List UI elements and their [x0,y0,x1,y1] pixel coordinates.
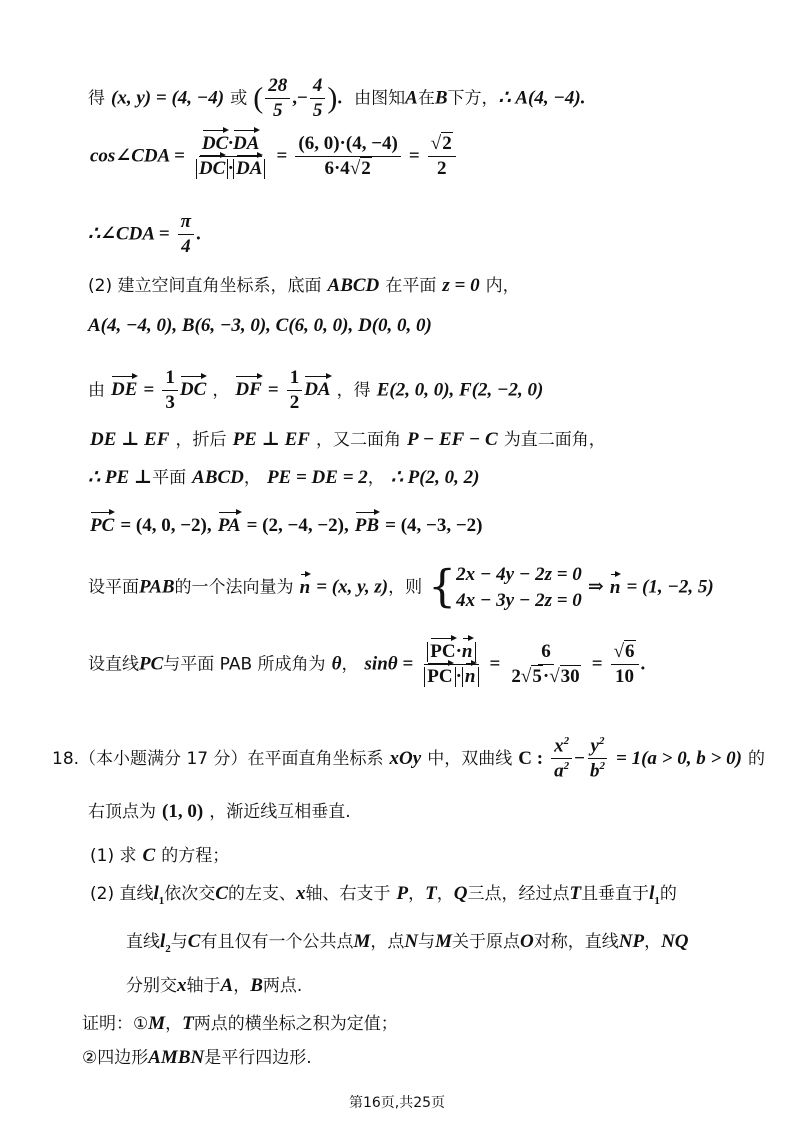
problem-18-part-2-cont: 直线$l_2$与C有且仅有一个公共点M，点N与M关于原点O对称，直线NP，NQ [126,931,689,955]
vector-dc: DC [179,379,207,401]
fraction: $\frac{y^2}{b^2}$ [587,736,608,782]
problem-18-statement: 18.（本小题满分 17 分）在平面直角坐标系 xOy 中，双曲线 C : $\frac{x^2}{a^2}$ − $\frac{y^2}{b^2}$ = 1(a > 0, b > 0) 的 [52,735,765,782]
fraction: $\frac{√2}{2}$ [428,134,456,179]
solution-line-1: 得 (x, y) = (4, −4) 或 ( $\frac{28}{5}$ ,− $\frac{4}{5}$ ). 由图知A在B下方，∴ A(4, −4). [88,75,586,121]
left-brace: { [428,561,457,613]
vector-pb: PB [354,515,380,536]
equation-system: 2x − 4y − 2z = 0 4x − 3y − 2z = 0 [456,564,582,611]
problem-18-part-2-cont2: 分别交x轴于A，B两点. [126,975,303,996]
fraction: $\frac{(6, 0)\cdot(4, -4)}{6\cdot 4√2}$ [295,134,400,179]
vector-da: DA [233,133,260,154]
fraction: $\frac{6}{2√5\cdot√30}$ [511,641,580,687]
fraction: $\frac{1}{3}$ [162,368,178,413]
fraction: $\frac{\pi}{4}$ [178,212,194,257]
fraction: $\frac{√6}{10}$ [611,642,639,687]
problem-18-line-2: 右顶点为 (1, 0) ，渐近线互相垂直. [88,801,351,822]
solution-line-6: 由 DE = $\frac{1}{3}$ DC ， DF = $\frac{1}{2}$ DA ，得 E(2, 0, 0), F(2, −2, 0) [88,367,544,413]
vector-de: DE [111,379,138,401]
sine-fraction: $\frac{PC\cdot n}{PC \cdot n}$ [421,642,481,687]
vector-df: DF [235,379,262,401]
solution-line-2: cos∠CDA = $\frac{DC\cdot DA}{DC \cdot DA}$ = $\frac{(6, 0)\cdot(4, -4)}{6\cdot 4√2}$ = $\frac{√2}{2}$ [90,134,458,179]
solution-line-8: ∴ PE ⊥平面 ABCD， PE = DE = 2， ∴ P(2, 0, 2) [88,467,480,488]
fraction: $\frac{4}{5}$ [310,76,326,121]
solution-line-11: 设直线PC与平面 PAB 所成角为 θ， sinθ = $\frac{PC\cdot n}{PC \cdot n}$ = $\frac{6}{2√5\cdot√30}$ = $\frac{√6}{10}$ . [88,641,646,687]
page-number-footer: 第16页,共25页 [348,1095,446,1111]
vector-da: DA [304,379,331,401]
solution-line-10: 设平面PAB的一个法向量为 n = (x, y, z)，则 { 2x − 4y − 2z = 0 4x − 3y − 2z = 0 ⇒ n = (1, −2, 5) [88,561,714,613]
problem-18-part-1: (1) 求 C 的方程； [90,845,230,866]
solution-line-3: ∴∠CDA = $\frac{\pi}{4}$ . [88,211,201,257]
proof-item-1: 证明：①M，T两点的横坐标之积为定值； [82,1013,398,1034]
fraction: $\frac{28}{5}$ [265,76,290,121]
fraction: $\frac{1}{2}$ [287,368,303,413]
solution-line-7: DE ⊥ EF ，折后 PE ⊥ EF ，又二面角 P − EF − C 为直二面角， [90,429,606,450]
proof-item-2: ②四边形AMBN是平行四边形. [82,1047,312,1068]
solution-line-9: PC = (4, 0, −2), PA = (2, −4, −2), PB = (4, −3, −2) [90,515,483,536]
fraction: $\frac{x^2}{a^2}$ [551,736,572,782]
vector-pc: PC [90,515,115,536]
solution-line-4: (2) 建立空间直角坐标系，底面 ABCD 在平面 z = 0 内， [88,275,520,296]
problem-18-part-2: (2) 直线$l_1$依次交C的左支、x轴、右支于 P，T，Q三点，经过点T且垂直于$l_1$的 [90,883,677,907]
vector-dc: DC [201,133,229,154]
solution-line-5: A(4, −4, 0), B(6, −3, 0), C(6, 0, 0), D(0, 0, 0) [88,315,432,336]
cosine-fraction: $\frac{DC\cdot DA}{DC \cdot DA}$ [193,134,269,179]
vector-n: n [609,576,621,598]
vector-n: n [299,576,311,598]
vector-pa: PA [217,515,241,536]
